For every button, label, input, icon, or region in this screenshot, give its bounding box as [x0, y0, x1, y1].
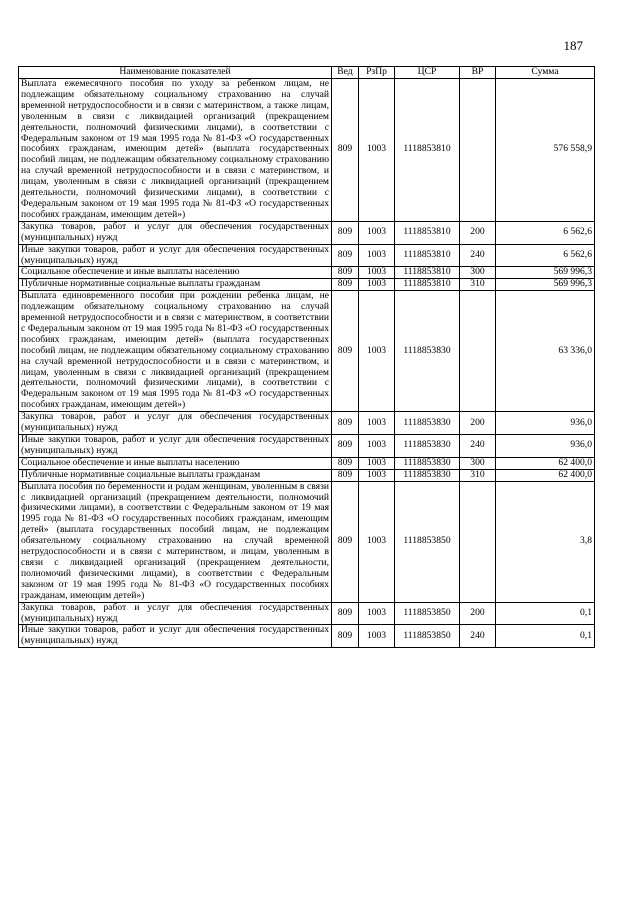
table-header-row: [19, 67, 595, 79]
row-ved: 809: [332, 412, 359, 435]
row-sum: 63 336,0: [496, 291, 595, 412]
row-ved: 809: [332, 79, 359, 222]
row-csr: 1118853810: [395, 244, 460, 267]
row-vr: 200: [460, 221, 496, 244]
row-vr: 300: [460, 457, 496, 469]
row-csr: 1118853810: [395, 79, 460, 222]
table-row: [19, 267, 595, 279]
row-vr: 200: [460, 412, 496, 435]
row-csr: 1118853850: [395, 602, 460, 625]
table-row: [19, 625, 595, 648]
row-vr: [460, 481, 496, 602]
row-csr: 1118853830: [395, 457, 460, 469]
row-vr: 310: [460, 279, 496, 291]
row-ved: 809: [332, 602, 359, 625]
row-rzpr: 1003: [359, 481, 395, 602]
row-csr: 1118853810: [395, 221, 460, 244]
row-rzpr: 1003: [359, 469, 395, 481]
row-name: Закупка товаров, работ и услуг для обеспечения государственных (муниципальных) нужд: [19, 412, 332, 435]
row-rzpr: 1003: [359, 267, 395, 279]
row-ved: 809: [332, 457, 359, 469]
row-sum: 936,0: [496, 412, 595, 435]
row-rzpr: 1003: [359, 291, 395, 412]
row-ved: 809: [332, 244, 359, 267]
row-sum: 576 558,9: [496, 79, 595, 222]
row-sum: 569 996,3: [496, 279, 595, 291]
row-csr: 1118853830: [395, 291, 460, 412]
table-row: [19, 435, 595, 458]
row-csr: 1118853830: [395, 435, 460, 458]
row-csr: 1118853810: [395, 279, 460, 291]
table-row: [19, 291, 595, 412]
row-name: Иные закупки товаров, работ и услуг для обеспечения государственных (муниципальных) нужд: [19, 244, 332, 267]
row-sum: 0,1: [496, 602, 595, 625]
table-row: [19, 279, 595, 291]
row-ved: 809: [332, 481, 359, 602]
header-sum: Сумма: [496, 67, 595, 79]
row-sum: 62 400,0: [496, 457, 595, 469]
row-ved: 809: [332, 267, 359, 279]
row-vr: [460, 291, 496, 412]
table-row: [19, 602, 595, 625]
row-sum: 62 400,0: [496, 469, 595, 481]
header-ved: Вед: [332, 67, 359, 79]
row-rzpr: 1003: [359, 79, 395, 222]
page-number: 187: [563, 38, 583, 53]
row-csr: 1118853830: [395, 412, 460, 435]
table-row: [19, 79, 595, 222]
row-csr: 1118853830: [395, 469, 460, 481]
header-vr: ВР: [460, 67, 496, 79]
row-sum: 6 562,6: [496, 244, 595, 267]
row-vr: [460, 79, 496, 222]
row-vr: 200: [460, 602, 496, 625]
table-row: [19, 244, 595, 267]
row-rzpr: 1003: [359, 602, 395, 625]
row-vr: 300: [460, 267, 496, 279]
row-name: Выплата ежемесячного пособия по уходу за ребенком лицам, не подлежащим обязательному социальному страхованию на случай временной нетрудоспособности и в связи с материнством, а также лицам, уволенным в связи с ликвидацией организаций (прекращением деятельности, полномочий физическими лицами), в соответствии с Федеральным законом от 19 мая 1995 года № 81-ФЗ «О государственных пособиях гражданам, имеющим детей» (выплата государственных пособий лицам, не подлежащим обязательному социальному страхованию на случай временной нетрудоспособности и в связи с материнством, и лицам, уволенным в связи с ликвидацией организаций (прекращением деятельности, полномочий физическими лицами), в соответствии с Федеральным законом от 19 мая 1995 года № 81-ФЗ «О государственных пособиях гражданам, имеющим детей»): [19, 79, 332, 222]
row-ved: 809: [332, 469, 359, 481]
row-name: Закупка товаров, работ и услуг для обеспечения государственных (муниципальных) нужд: [19, 602, 332, 625]
row-name: Закупка товаров, работ и услуг для обеспечения государственных (муниципальных) нужд: [19, 221, 332, 244]
table-row: [19, 469, 595, 481]
header-name: Наименование показателей: [19, 67, 332, 79]
row-rzpr: 1003: [359, 625, 395, 648]
header-csr: ЦСР: [395, 67, 460, 79]
row-ved: 809: [332, 221, 359, 244]
row-ved: 809: [332, 279, 359, 291]
row-rzpr: 1003: [359, 244, 395, 267]
row-name: Социальное обеспечение и иные выплаты населению: [19, 267, 332, 279]
row-name: Публичные нормативные социальные выплаты гражданам: [19, 469, 332, 481]
row-sum: 3,8: [496, 481, 595, 602]
table-row: [19, 221, 595, 244]
row-csr: 1118853850: [395, 625, 460, 648]
row-name: Иные закупки товаров, работ и услуг для обеспечения государственных (муниципальных) нужд: [19, 435, 332, 458]
row-rzpr: 1003: [359, 412, 395, 435]
row-vr: 240: [460, 244, 496, 267]
row-vr: 240: [460, 435, 496, 458]
budget-table: [18, 66, 595, 648]
row-ved: 809: [332, 625, 359, 648]
row-ved: 809: [332, 435, 359, 458]
row-vr: 310: [460, 469, 496, 481]
row-name: Выплата пособия по беременности и родам женщинам, уволенным в связи с ликвидацией организаций (прекращением деятельности, полномочий физическими лицами), в соответствии с Федеральным законом от 19 мая 1995 года № 81-ФЗ «О государственных пособиях гражданам, имеющим детей» (выплата государственных пособий лицам, не подлежащим обязательному социальному страхованию на случай временной нетрудоспособности и в связи с материнством, и лицам, уволенным в связи с ликвидацией организаций (прекращением деятельности, полномочий физическими лицами), в соответствии с Федеральным законом от 19 мая 1995 года № 81-ФЗ «О государственных пособиях гражданам, имеющим детей»): [19, 481, 332, 602]
row-name: Иные закупки товаров, работ и услуг для обеспечения государственных (муниципальных) нужд: [19, 625, 332, 648]
row-csr: 1118853810: [395, 267, 460, 279]
row-sum: 936,0: [496, 435, 595, 458]
row-rzpr: 1003: [359, 221, 395, 244]
table-row: [19, 481, 595, 602]
row-csr: 1118853850: [395, 481, 460, 602]
row-ved: 809: [332, 291, 359, 412]
row-name: Социальное обеспечение и иные выплаты населению: [19, 457, 332, 469]
row-sum: 6 562,6: [496, 221, 595, 244]
row-name: Выплата единовременного пособия при рождении ребенка лицам, не подлежащим обязательному социальному страхованию на случай временной нетрудоспособности и в связи с материнством, в соответствии с Федеральным законом от 19 мая 1995 года № 81-ФЗ «О государственных пособиях гражданам, имеющим детей» (выплата государственных пособий лицам, не подлежащим обязательному социальному страхованию на случай временной нетрудоспособности и в связи с материнством, и лицам, уволенным в связи с ликвидацией организаций (прекращением деятельности, полномочий физическими лицами), в соответствии с Федеральным законом от 19 мая 1995 года № 81-ФЗ «О государственных пособиях гражданам, имеющим детей»): [19, 291, 332, 412]
table-row: [19, 412, 595, 435]
row-rzpr: 1003: [359, 457, 395, 469]
row-sum: 0,1: [496, 625, 595, 648]
row-rzpr: 1003: [359, 435, 395, 458]
header-rzpr: РзПр: [359, 67, 395, 79]
row-rzpr: 1003: [359, 279, 395, 291]
row-name: Публичные нормативные социальные выплаты гражданам: [19, 279, 332, 291]
row-sum: 569 996,3: [496, 267, 595, 279]
table-row: [19, 457, 595, 469]
row-vr: 240: [460, 625, 496, 648]
